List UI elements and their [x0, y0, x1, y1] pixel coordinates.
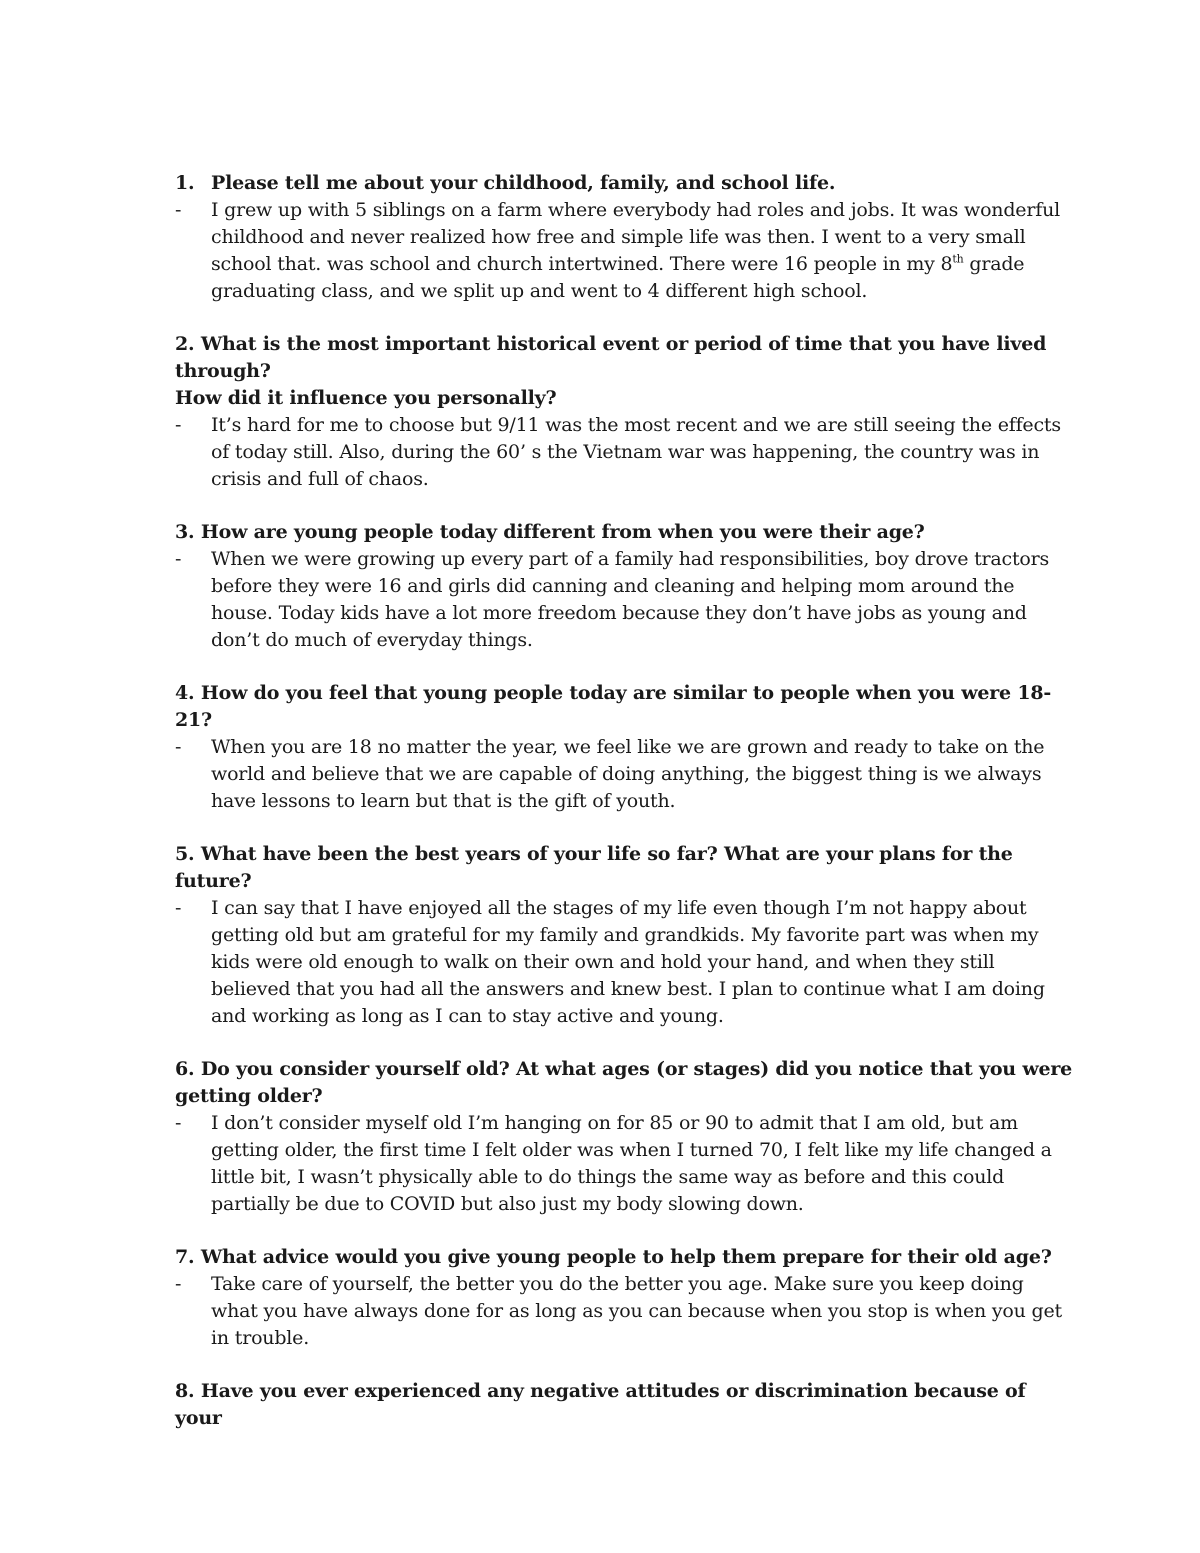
answer-3 — [175, 546, 1075, 654]
answer-2 — [175, 412, 1075, 493]
answer-bullet: - — [175, 199, 182, 221]
answer-text: It’s hard for me to choose but 9/11 was the most recent and we are still seeing the effects of today still. Also, during the 60’ s the Vietnam war was happening, the country was in crisis and full of chaos. — [211, 414, 1061, 490]
answer-bullet: - — [175, 1273, 182, 1295]
question-1 — [175, 170, 1075, 197]
answer-5 — [175, 895, 1075, 1030]
answer-4 — [175, 734, 1075, 815]
qa-item-1 — [175, 170, 1075, 305]
question-4 — [175, 680, 1075, 734]
answer-7 — [175, 1271, 1075, 1352]
answer-text: I don’t consider myself old I’m hanging on for 85 or 90 to admit that I am old, but am getting older, the first time I felt older was when I turned 70, I felt like my life changed a little bit, I wasn’t physically able to do things the same way as before and this could partially be due to COVID but also just my body slowing down. — [211, 1112, 1052, 1215]
interview-content — [175, 170, 1075, 1458]
question-text: Do you consider yourself old? At what ages (or stages) did you notice that you were getting older? — [175, 1058, 1073, 1107]
qa-item-5 — [175, 841, 1075, 1030]
ordinal-suffix: th — [952, 252, 964, 266]
question-7 — [175, 1244, 1075, 1271]
question-number: 8. — [175, 1380, 195, 1402]
question-text: What advice would you give young people to help them prepare for their old age? — [200, 1246, 1052, 1268]
qa-item-3 — [175, 519, 1075, 654]
question-text: Have you ever experienced any negative attitudes or discrimination because of your — [175, 1380, 1026, 1429]
answer-text: Take care of yourself, the better you do the better you age. Make sure you keep doing what you have always done for as long as you can because when you stop is when you get in trouble. — [211, 1273, 1062, 1349]
question-text: How do you feel that young people today are similar to people when you were 18-21? — [175, 682, 1052, 731]
answer-bullet: - — [175, 897, 182, 919]
qa-item-7 — [175, 1244, 1075, 1352]
qa-item-4 — [175, 680, 1075, 815]
answer-bullet: - — [175, 414, 182, 436]
question-3 — [175, 519, 1075, 546]
question-text: What is the most important historical event or period of time that you have lived through? — [175, 333, 1047, 382]
question-number: 7. — [175, 1246, 195, 1268]
question-number: 4. — [175, 682, 195, 704]
question-text: What have been the best years of your life so far? What are your plans for the future? — [175, 843, 1013, 892]
answer-text-continued: grade graduating class, and we split up and went to 4 different high school. — [211, 253, 1025, 302]
question-5 — [175, 841, 1075, 895]
answer-6 — [175, 1110, 1075, 1218]
answer-bullet: - — [175, 736, 182, 758]
answer-1 — [175, 197, 1075, 305]
question-number: 1. — [175, 172, 195, 194]
qa-item-8 — [175, 1378, 1075, 1432]
question-8 — [175, 1378, 1075, 1432]
answer-text: When we were growing up every part of a family had responsibilities, boy drove tractors before they were 16 and girls did canning and cleaning and helping mom around the house. Today kids have a lot more freedom because they don’t have jobs as young and don’t do much of everyday things. — [211, 548, 1050, 651]
qa-item-2 — [175, 331, 1075, 493]
question-6 — [175, 1056, 1075, 1110]
question-text: How are young people today different from when you were their age? — [200, 521, 925, 543]
question-number: 2. — [175, 333, 195, 355]
answer-text: I can say that I have enjoyed all the stages of my life even though I’m not happy about getting old but am grateful for my family and grandkids. My favorite part was when my kids were old enough to walk on their own and hold your hand, and when they still believed that you had all the answers and knew best. I plan to continue what I am doing and working as long as I can to stay active and young. — [211, 897, 1045, 1027]
question-number: 5. — [175, 843, 195, 865]
answer-text: When you are 18 no matter the year, we feel like we are grown and ready to take on the world and believe that we are capable of doing anything, the biggest thing is we always have lessons to learn but that is the gift of youth. — [211, 736, 1045, 812]
subquestion-2: How did it influence you personally? — [175, 387, 557, 409]
answer-bullet: - — [175, 1112, 182, 1134]
qa-item-6 — [175, 1056, 1075, 1218]
question-number: 3. — [175, 521, 195, 543]
question-number: 6. — [175, 1058, 195, 1080]
question-text: Please tell me about your childhood, family, and school life. — [211, 172, 836, 194]
answer-bullet: - — [175, 548, 182, 570]
question-2 — [175, 331, 1075, 385]
answer-text: I grew up with 5 siblings on a farm where everybody had roles and jobs. It was wonderful childhood and never realized how free and simple life was then. I went to a very small school that. was school and church intertwined. There were 16 people in my 8 — [211, 199, 1060, 275]
